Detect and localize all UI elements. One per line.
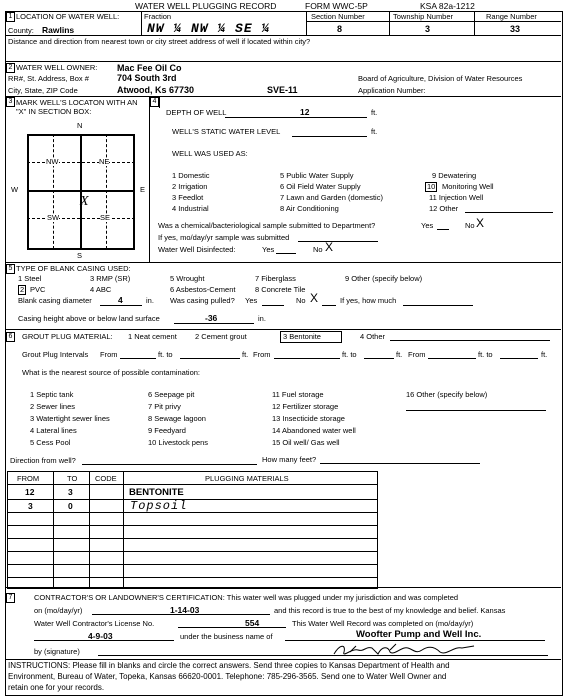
source-livestock-pens[interactable]: 10 Livestock pens: [148, 438, 209, 447]
range-value[interactable]: 33: [510, 24, 521, 34]
source-oil-gas-well[interactable]: 15 Oil well/ Gas well: [272, 438, 340, 447]
table-row-1-material[interactable]: BENTONITE: [129, 487, 184, 498]
casing-height-label: Casing height above or below land surface: [18, 314, 160, 323]
interval3-to: ft. to: [478, 350, 493, 359]
distance-label: Distance and direction from nearest town or city street address of well if located within city?: [8, 37, 311, 46]
casing-pulled-question: Was casing pulled?: [170, 296, 235, 305]
chem-question: Was a chemical/bacteriological sample submitted to Department?: [158, 221, 376, 230]
source-abandoned-well[interactable]: 14 Abandoned water well: [272, 426, 356, 435]
board-text: Board of Agriculture, Division of Water Resources: [358, 74, 523, 83]
casing-steel[interactable]: 1 Steel: [18, 274, 42, 283]
application-label: Application Number:: [358, 86, 426, 95]
use-domestic[interactable]: 1 Domestic: [172, 171, 210, 180]
compass-w: W: [11, 185, 19, 194]
table-row-1-to[interactable]: 3: [68, 487, 73, 497]
section-number-5: 5: [6, 264, 15, 274]
source-watertight-sewer[interactable]: 3 Watertight sewer lines: [30, 414, 110, 423]
completed-on-value[interactable]: 1-14-03: [170, 605, 200, 615]
grout-bentonite[interactable]: 3 Bentonite: [280, 331, 342, 343]
certification-line2: and this record is true to the best of my knowledge and belief. Kansas: [274, 606, 506, 615]
interval2-from: From: [253, 350, 271, 359]
depth-ft: ft.: [371, 108, 378, 117]
casing-type-label: TYPE OF BLANK CASING USED:: [16, 264, 131, 273]
disinfected-question: Water Well Disinfected:: [158, 245, 236, 254]
plugging-table: [7, 471, 378, 589]
table-row-2-material[interactable]: Topsoil: [130, 499, 188, 513]
source-pit-privy[interactable]: 7 Pit privy: [148, 402, 181, 411]
quadrant-nw: NW: [46, 157, 59, 166]
business-name-value[interactable]: Woofter Pump and Well Inc.: [356, 629, 482, 640]
county-label: County:: [8, 26, 34, 35]
township-value[interactable]: 3: [425, 24, 431, 34]
col-materials: PLUGGING MATERIALS: [205, 474, 289, 483]
interval2-to: ft. to: [342, 350, 357, 359]
source-lateral-lines[interactable]: 4 Lateral lines: [30, 426, 77, 435]
source-feedyard[interactable]: 9 Feedyard: [148, 426, 186, 435]
col-to: TO: [67, 474, 78, 483]
diameter-label: Blank casing diameter: [18, 296, 92, 305]
use-monitoring-well[interactable]: Monitoring Well: [442, 182, 494, 191]
source-other[interactable]: 16 Other (specify below): [406, 390, 488, 399]
use-oil-field[interactable]: 6 Oil Field Water Supply: [280, 182, 361, 191]
interval3-ft: ft.: [541, 350, 548, 359]
diameter-value[interactable]: 4: [118, 295, 123, 305]
table-row-2-from[interactable]: 3: [28, 501, 33, 511]
interval3-from: From: [408, 350, 426, 359]
section-number-4: 4: [150, 97, 159, 107]
well-location-mark[interactable]: X: [80, 194, 89, 209]
fraction-value[interactable]: NW ¼ NW ¼ SE ¼: [147, 21, 271, 36]
static-level-label: WELL'S STATIC WATER LEVEL: [172, 127, 281, 136]
static-level-ft: ft.: [371, 127, 378, 136]
section-number-1: 1: [6, 12, 15, 22]
record-completed-value[interactable]: 4-9-03: [88, 631, 113, 641]
interval1-from: From: [100, 350, 118, 359]
signature-label: by (signature): [34, 647, 80, 656]
use-irrigation[interactable]: 2 Irrigation: [172, 182, 208, 191]
fraction-label: Fraction: [144, 12, 172, 21]
casing-fiberglass[interactable]: 7 Fiberglass: [255, 274, 296, 283]
permit-value[interactable]: SVE-11: [267, 85, 298, 95]
completed-on-label: on (mo/day/yr): [34, 606, 83, 615]
if-yes-how-much: If yes, how much: [340, 296, 397, 305]
casing-height-unit: in.: [258, 314, 266, 323]
col-from: FROM: [17, 474, 40, 483]
city-value[interactable]: Atwood, Ks 67730: [117, 85, 195, 95]
grout-label: GROUT PLUG MATERIAL:: [22, 332, 113, 341]
source-sewer-lines[interactable]: 2 Sewer lines: [30, 402, 76, 411]
contamination-label: What is the nearest source of possible contamination:: [22, 368, 201, 377]
casing-wrought[interactable]: 5 Wrought: [170, 274, 205, 283]
address-label: RR#, St. Address, Box #: [8, 74, 89, 83]
use-injection-well[interactable]: 11 Injection Well: [429, 193, 484, 202]
section-number-7: 7: [6, 593, 15, 603]
use-industrial[interactable]: 4 Industrial: [172, 204, 209, 213]
range-label: Range Number: [486, 12, 537, 21]
casing-pvc[interactable]: PVC: [30, 285, 46, 294]
address-value[interactable]: 704 South 3rd: [117, 73, 177, 83]
direction-label: Direction from well?: [10, 456, 76, 465]
use-monitoring-number-circled[interactable]: 10: [427, 182, 436, 191]
diameter-unit: in.: [146, 296, 154, 305]
section-number-value[interactable]: 8: [337, 24, 343, 34]
city-label: City, State, ZIP Code: [8, 86, 78, 95]
business-name-label: under the business name of: [180, 632, 273, 641]
use-public-water[interactable]: 5 Public Water Supply: [280, 171, 354, 180]
chem-yes[interactable]: Yes: [421, 221, 434, 230]
used-as-label: WELL WAS USED AS:: [172, 149, 248, 158]
source-seepage-pit[interactable]: 6 Seepage pit: [148, 390, 195, 399]
interval1-ft: ft.: [242, 350, 249, 359]
depth-label: DEPTH OF WELL: [166, 108, 227, 117]
casing-concrete[interactable]: 8 Concrete Tile: [255, 285, 306, 294]
section-number-2: 2: [6, 63, 15, 73]
township-label: Township Number: [393, 12, 454, 21]
use-lawn-garden[interactable]: 7 Lawn and Garden (domestic): [280, 193, 383, 202]
casing-height-value[interactable]: -36: [205, 313, 218, 323]
source-fuel-storage[interactable]: 11 Fuel storage: [272, 390, 324, 399]
disinfected-yes[interactable]: Yes: [262, 245, 275, 254]
compass-e: E: [140, 185, 146, 194]
source-septic-tank[interactable]: 1 Septic tank: [30, 390, 74, 399]
certification-line3: This Water Well Record was completed on (mo/day/yr): [292, 619, 474, 628]
how-many-feet-label: How many feet?: [262, 455, 317, 464]
interval1-to: ft. to: [158, 350, 173, 359]
disinfected-no-mark[interactable]: X: [325, 240, 334, 254]
certification-line1: CONTRACTOR'S OR LANDOWNER'S CERTIFICATION: This water well was plugged under my jurisdiction and was completed: [34, 593, 459, 602]
county-value[interactable]: Rawlins: [42, 25, 75, 35]
ksa-number: KSA 82a-1212: [420, 1, 475, 11]
pulled-yes[interactable]: Yes: [245, 296, 258, 305]
col-code: CODE: [95, 474, 117, 483]
section-number-label: Section Number: [311, 12, 365, 21]
use-air-conditioning[interactable]: 8 Air Conditioning: [280, 204, 339, 213]
sample-question: If yes, mo/day/yr sample was submitted: [158, 233, 290, 242]
table-row-2-to[interactable]: 0: [68, 501, 73, 511]
grout-cement-grout[interactable]: 2 Cement grout: [195, 332, 247, 341]
grout-other[interactable]: 4 Other: [360, 332, 386, 341]
casing-asbestos[interactable]: 6 Asbestos-Cement: [170, 285, 236, 294]
form-title: WATER WELL PLUGGING RECORD: [135, 1, 277, 11]
pulled-no[interactable]: No: [296, 296, 306, 305]
source-sewage-lagoon[interactable]: 8 Sewage lagoon: [148, 414, 206, 423]
casing-rmp[interactable]: 3 RMP (SR): [90, 274, 131, 283]
compass-s: S: [77, 251, 83, 260]
quadrant-sw: SW: [47, 213, 60, 222]
source-fertilizer-storage[interactable]: 12 Fertilizer storage: [272, 402, 339, 411]
pulled-no-mark[interactable]: X: [310, 291, 319, 305]
depth-value[interactable]: 12: [300, 107, 310, 117]
use-other[interactable]: 12 Other: [429, 204, 459, 213]
table-row-1-from[interactable]: 12: [25, 487, 35, 497]
instructions-line2: Environment, Bureau of Water, Topeka, Kansas 66620-0001. Telephone: 785-296-3565. Send one to Water Well Owner and: [8, 672, 447, 681]
signature[interactable]: [330, 640, 480, 660]
use-dewatering[interactable]: 9 Dewatering: [432, 171, 477, 180]
instructions-line1: INSTRUCTIONS: Please fill in blanks and circle the correct answers. Send three copies to Kansas Department of Health and: [8, 661, 450, 670]
owner-value[interactable]: Mac Fee Oil Co: [117, 63, 182, 73]
disinfected-no[interactable]: No: [313, 245, 323, 254]
grout-neat-cement[interactable]: 1 Neat cement: [128, 332, 177, 341]
section-number-3: 3: [6, 97, 15, 107]
license-label: Water Well Contractor's License No.: [34, 619, 155, 628]
casing-other[interactable]: 9 Other (specify below): [345, 274, 423, 283]
s3-label: MARK WELL'S LOCATON WITH AN "X" IN SECTION BOX:: [16, 98, 138, 116]
form-number: FORM WWC-5P: [305, 1, 368, 11]
grout-intervals-label: Grout Plug Intervals: [22, 350, 89, 359]
instructions-line3: retain one for your records.: [8, 683, 105, 692]
casing-pvc-number-circled[interactable]: 2: [20, 285, 25, 294]
source-cess-pool[interactable]: 5 Cess Pool: [30, 438, 71, 447]
chem-no[interactable]: No: [465, 221, 475, 230]
use-feedlot[interactable]: 3 Feedlot: [172, 193, 204, 202]
casing-abc[interactable]: 4 ABC: [90, 285, 112, 294]
license-value[interactable]: 554: [245, 618, 260, 628]
chem-no-mark[interactable]: X: [476, 216, 485, 230]
compass-n: N: [77, 121, 83, 130]
interval2-ft: ft.: [396, 350, 403, 359]
quadrant-se: SE: [100, 213, 111, 222]
source-insecticide-storage[interactable]: 13 Insecticide storage: [272, 414, 345, 423]
quadrant-ne: NE: [99, 157, 110, 166]
section-number-6: 6: [6, 332, 15, 342]
owner-label: WATER WELL OWNER:: [16, 63, 98, 72]
s1-label: LOCATION OF WATER WELL:: [16, 12, 120, 21]
